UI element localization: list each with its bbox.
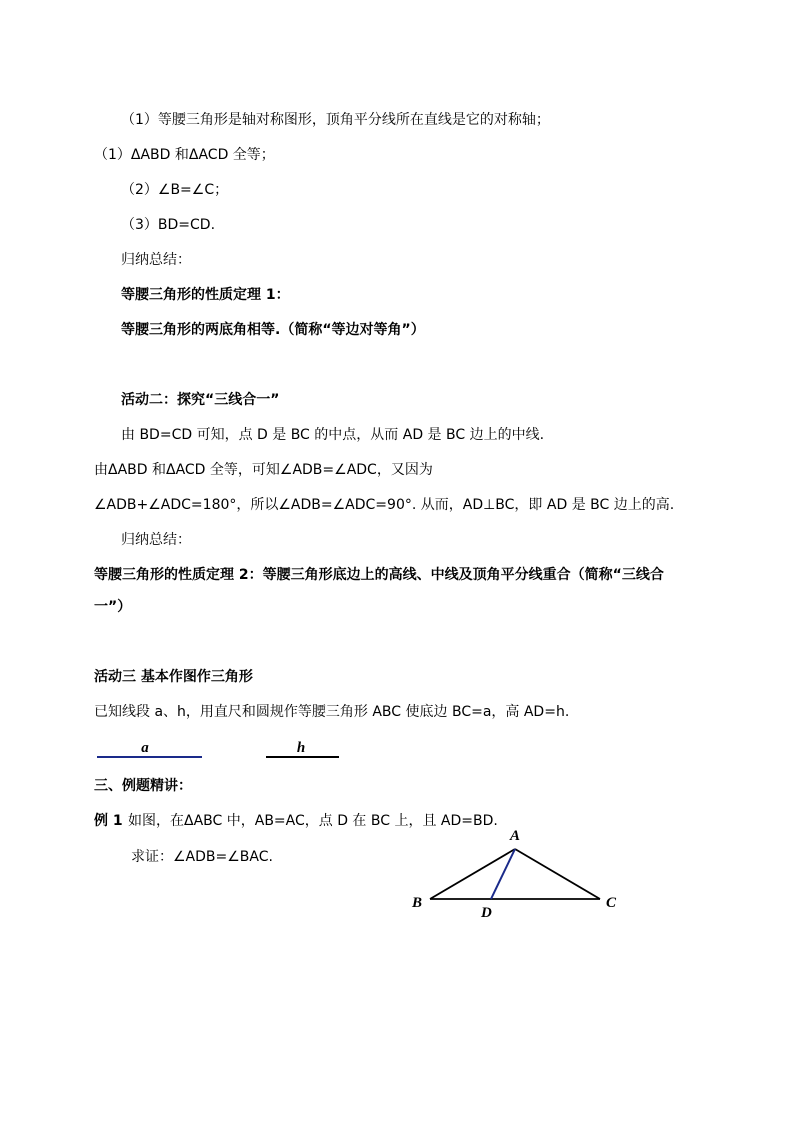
property-1-line: （1）等腰三角形是轴对称图形，顶角平分线所在直线是它的对称轴； — [121, 112, 550, 128]
point-d-label: D — [481, 905, 492, 921]
activity-3-heading: 活动三 基本作图作三角形 — [94, 669, 253, 685]
examples-heading: 三、例题精讲： — [94, 778, 192, 794]
side-ac — [515, 849, 600, 899]
summary-label-2: 归纳总结： — [121, 532, 191, 548]
example-1-label: 例 1 — [94, 813, 123, 829]
segment-h-label: h — [296, 740, 306, 756]
vertex-a-label: A — [510, 828, 521, 844]
example-1-prove: 求证：∠ADB=∠BAC. — [131, 849, 273, 865]
construction-task: 已知线段 a、h，用直尺和圆规作等腰三角形 ABC 使底边 BC=a，高 AD=h. — [94, 704, 570, 720]
theorem-2-line-1: 等腰三角形的性质定理 2：等腰三角形底边上的高线、中线及顶角平分线重合（简称“三线合 — [94, 567, 664, 583]
theorem-1-title: 等腰三角形的性质定理 1： — [121, 287, 290, 303]
congruent-angles-line: 由ΔABD 和ΔACD 全等，可知∠ADB=∠ADC，又因为 — [94, 462, 433, 478]
bd-cd-line: （3）BD=CD. — [121, 217, 216, 233]
activity-2-heading: 活动二：探究“三线合一” — [121, 392, 280, 408]
vertex-c-label: C — [606, 895, 617, 911]
segment-a-label: a — [141, 740, 149, 756]
example-1-statement: 如图，在ΔABC 中，AB=AC，点 D 在 BC 上，且 AD=BD. — [128, 813, 498, 829]
vertex-b-label: B — [412, 895, 423, 911]
midpoint-line: 由 BD=CD 可知，点 D 是 BC 的中点，从而 AD 是 BC 边上的中线. — [121, 427, 545, 443]
perpendicular-line: ∠ADB+∠ADC=180°，所以∠ADB=∠ADC=90°. 从而，AD⊥BC，即 AD 是 BC 边上的高. — [94, 497, 675, 513]
segment-h — [264, 735, 344, 765]
angle-equal-line: （2）∠B=∠C； — [121, 182, 229, 198]
summary-label-1: 归纳总结： — [121, 252, 191, 268]
theorem-2-line-2: 一”） — [94, 599, 132, 615]
congruence-line: （1）ΔABD 和ΔACD 全等； — [94, 147, 275, 163]
triangle-figure — [405, 825, 625, 925]
segment-a — [95, 735, 205, 765]
theorem-1-body: 等腰三角形的两底角相等.（简称“等边对等角”） — [121, 322, 425, 338]
